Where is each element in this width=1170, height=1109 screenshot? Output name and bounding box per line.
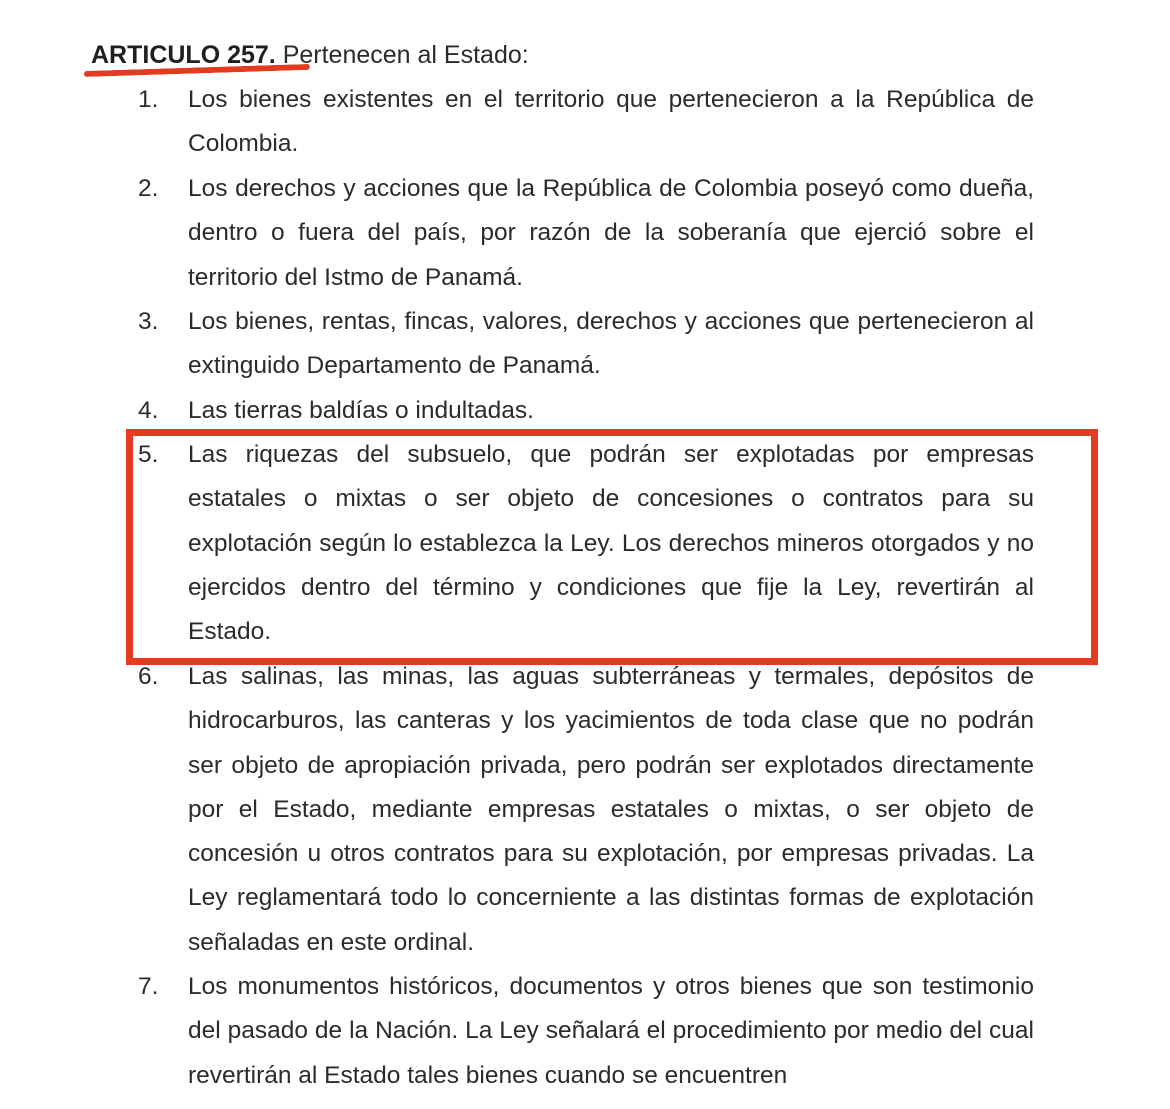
item-marker: 6. — [138, 663, 159, 690]
item-marker: 1. — [138, 86, 159, 113]
item-text: Las tierras baldías o indultadas. — [188, 397, 534, 424]
item-marker: 5. — [138, 441, 159, 468]
item-text: Las riquezas del subsuelo, que podrán ser explotadas por empresas estatales o mixtas o ser objeto de concesiones o contratos para su explotación según lo establezca la Ley. Los derechos mineros otorgados y no ejercidos dentro del término y condiciones que fije la Ley, revertirán al Estado. — [188, 441, 1034, 646]
article-intro: Pertenecen al Estado: — [275, 41, 529, 69]
item-text: Los bienes, rentas, fincas, valores, derechos y acciones que pertenecieron al extinguido Departamento de Panamá. — [188, 308, 1034, 380]
item-marker: 2. — [138, 175, 159, 202]
item-text: Las salinas, las minas, las aguas subterráneas y termales, depósitos de hidrocarburos, las canteras y los yacimientos de toda clase que no podrán ser objeto de apropiación privada, pero podrán ser explotados directamente por el Estado, mediante empresas estatales o mixtas, o ser objeto de concesión u otros contratos para su explotación, por empresas privadas. La Ley reglamentará todo lo concerniente a las distintas formas de explotación señaladas en este ordinal. — [188, 663, 1034, 956]
item-text: Los monumentos históricos, documentos y otros bienes que son testimonio del pasado de la Nación. La Ley señalará el procedimiento por medio del cual revertirán al Estado tales bienes cuando se encuentren — [188, 973, 1034, 1089]
red-highlight-box-annotation — [126, 429, 1098, 665]
item-marker: 3. — [138, 308, 159, 335]
item-marker: 4. — [138, 397, 159, 424]
item-marker: 7. — [138, 973, 159, 1000]
article-number: ARTICULO 257. — [91, 41, 276, 69]
item-text: Los bienes existentes en el territorio que pertenecieron a la República de Colombia. — [188, 86, 1034, 158]
item-text: Los derechos y acciones que la República de Colombia poseyó como dueña, dentro o fuera del país, por razón de la soberanía que ejerció sobre el territorio del Istmo de Panamá. — [188, 175, 1034, 291]
